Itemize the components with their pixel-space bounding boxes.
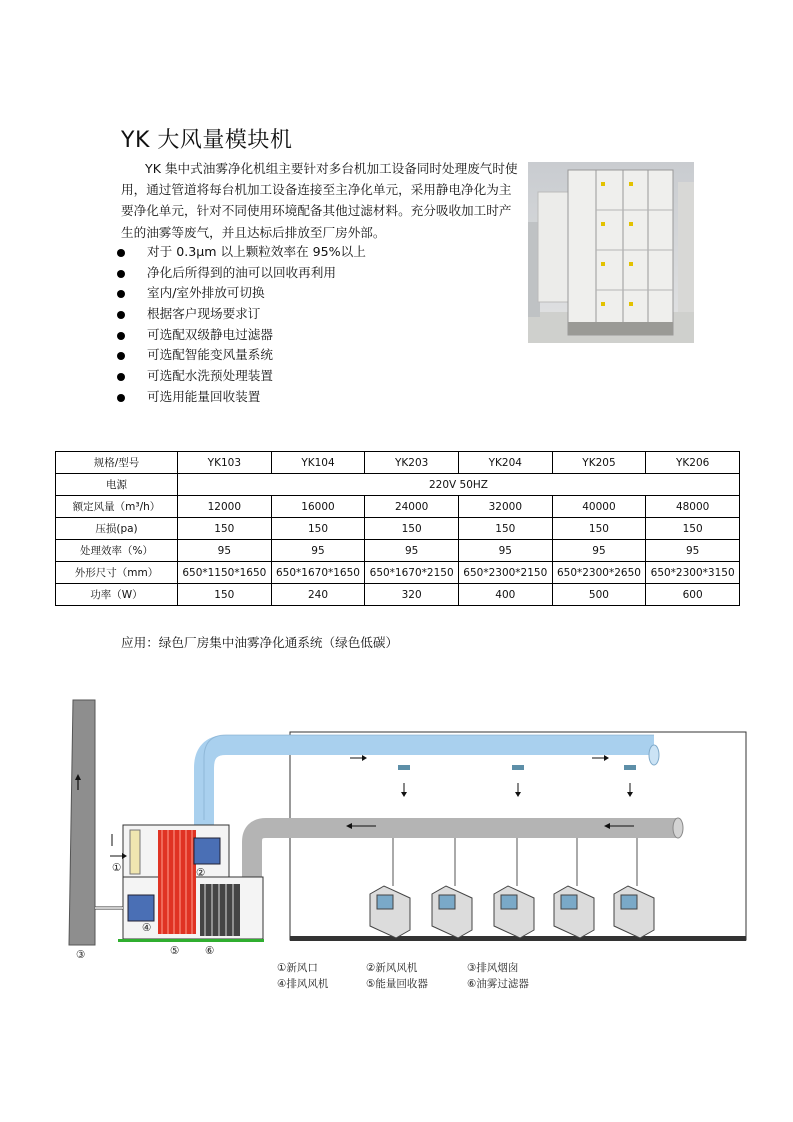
table-header-cell: YK104: [271, 452, 365, 474]
legend-item: ⑥油雾过滤器: [467, 978, 529, 990]
table-cell: 32000: [458, 496, 552, 518]
table-cell: 150: [365, 518, 459, 540]
feature-list: [117, 242, 366, 408]
marker-1: ①: [112, 862, 122, 874]
table-cell: 95: [458, 540, 552, 562]
table-cell: 220V 50HZ: [178, 474, 740, 496]
legend-item: ④排风风机: [277, 978, 329, 990]
bullet-icon: [117, 290, 125, 298]
row-label: 处理效率（%）: [56, 540, 178, 562]
marker-3: ③: [76, 949, 86, 961]
marker-4: ④: [142, 922, 152, 934]
table-cell: 320: [365, 584, 459, 606]
legend-item: ①新风口: [277, 962, 318, 974]
table-header-cell: YK205: [552, 452, 646, 474]
table-header-cell: 规格/型号: [56, 452, 178, 474]
table-cell: 16000: [271, 496, 365, 518]
table-cell: 240: [271, 584, 365, 606]
table-cell: 95: [365, 540, 459, 562]
machine-tool-icon: [370, 886, 410, 938]
table-cell: 12000: [178, 496, 272, 518]
table-cell: 650*1150*1650: [178, 562, 272, 584]
bullet-icon: [117, 332, 125, 340]
table-cell: 95: [178, 540, 272, 562]
table-cell: 150: [646, 518, 740, 540]
bullet-icon: [117, 373, 125, 381]
table-cell: 40000: [552, 496, 646, 518]
marker-5: ⑤: [170, 945, 180, 957]
machine-tool-icon: [494, 886, 534, 938]
table-cell: 650*2300*2150: [458, 562, 552, 584]
legend-item: ⑤能量回收器: [366, 978, 428, 990]
table-cell: 650*2300*2650: [552, 562, 646, 584]
table-cell: 650*1670*1650: [271, 562, 365, 584]
table-row: [56, 562, 740, 584]
table-cell: 400: [458, 584, 552, 606]
table-row: [56, 584, 740, 606]
table-header-row: [56, 452, 740, 474]
table-header-cell: YK103: [178, 452, 272, 474]
feature-item: 室内/室外排放可切换: [117, 283, 366, 304]
marker-6: ⑥: [205, 945, 215, 957]
row-label: 外形尺寸（mm）: [56, 562, 178, 584]
bullet-icon: [117, 394, 125, 402]
machine-tool-icon: [554, 886, 594, 938]
product-photo: [528, 162, 694, 343]
machine-tool-icon: [432, 886, 472, 938]
feature-item: 对于 0.3μm 以上颗粒效率在 95%以上: [117, 242, 366, 263]
table-cell: 48000: [646, 496, 740, 518]
table-row: [56, 540, 740, 562]
table-cell: 650*2300*3150: [646, 562, 740, 584]
feature-item: 可选用能量回收装置: [117, 387, 366, 408]
table-cell: 95: [646, 540, 740, 562]
table-cell: 650*1670*2150: [365, 562, 459, 584]
row-label: 功率（W）: [56, 584, 178, 606]
bullet-icon: [117, 352, 125, 360]
feature-item: 可选配智能变风量系统: [117, 345, 366, 366]
table-header-cell: YK206: [646, 452, 740, 474]
table-cell: 150: [552, 518, 646, 540]
machine-tool-icon: [614, 886, 654, 938]
marker-2: ②: [196, 867, 206, 879]
table-row: [56, 496, 740, 518]
feature-item: 根据客户现场要求订: [117, 304, 366, 325]
table-row: [56, 518, 740, 540]
table-cell: 150: [271, 518, 365, 540]
table-cell: 95: [271, 540, 365, 562]
table-header-cell: YK204: [458, 452, 552, 474]
intro-text: YK 集中式油雾净化机组主要针对多台机加工设备同时处理废气时使用，通过管道将每台机加工设备连接至主净化单元，采用静电净化为主要净化单元，针对不同使用环境配备其他过滤材料。充分吸收加工时产生的油雾等废气，并且达标后排放至厂房外部。: [121, 161, 518, 240]
table-header-cell: YK203: [365, 452, 459, 474]
table-cell: 150: [458, 518, 552, 540]
table-row: [56, 474, 740, 496]
table-cell: 150: [178, 518, 272, 540]
application-caption: 应用：绿色厂房集中油雾净化通系统（绿色低碳）: [121, 635, 399, 650]
table-cell: 150: [178, 584, 272, 606]
legend-item: ③排风烟囱: [467, 962, 519, 974]
bullet-icon: [117, 270, 125, 278]
table-cell: 95: [552, 540, 646, 562]
feature-item: 净化后所得到的油可以回收再利用: [117, 263, 366, 284]
bullet-icon: [117, 311, 125, 319]
row-label: 压损(pa): [56, 518, 178, 540]
legend-item: ②新风风机: [366, 962, 418, 974]
page-title: YK 大风量模块机: [121, 128, 293, 153]
table-cell: 24000: [365, 496, 459, 518]
feature-item: 可选配水洗预处理装置: [117, 366, 366, 387]
intro-paragraph: [121, 158, 523, 243]
table-cell: 500: [552, 584, 646, 606]
table-cell: 600: [646, 584, 740, 606]
bullet-icon: [117, 249, 125, 257]
row-label: 额定风量（m³/h）: [56, 496, 178, 518]
row-label: 电源: [56, 474, 178, 496]
spec-table: [55, 451, 740, 606]
feature-item: 可选配双级静电过滤器: [117, 325, 366, 346]
